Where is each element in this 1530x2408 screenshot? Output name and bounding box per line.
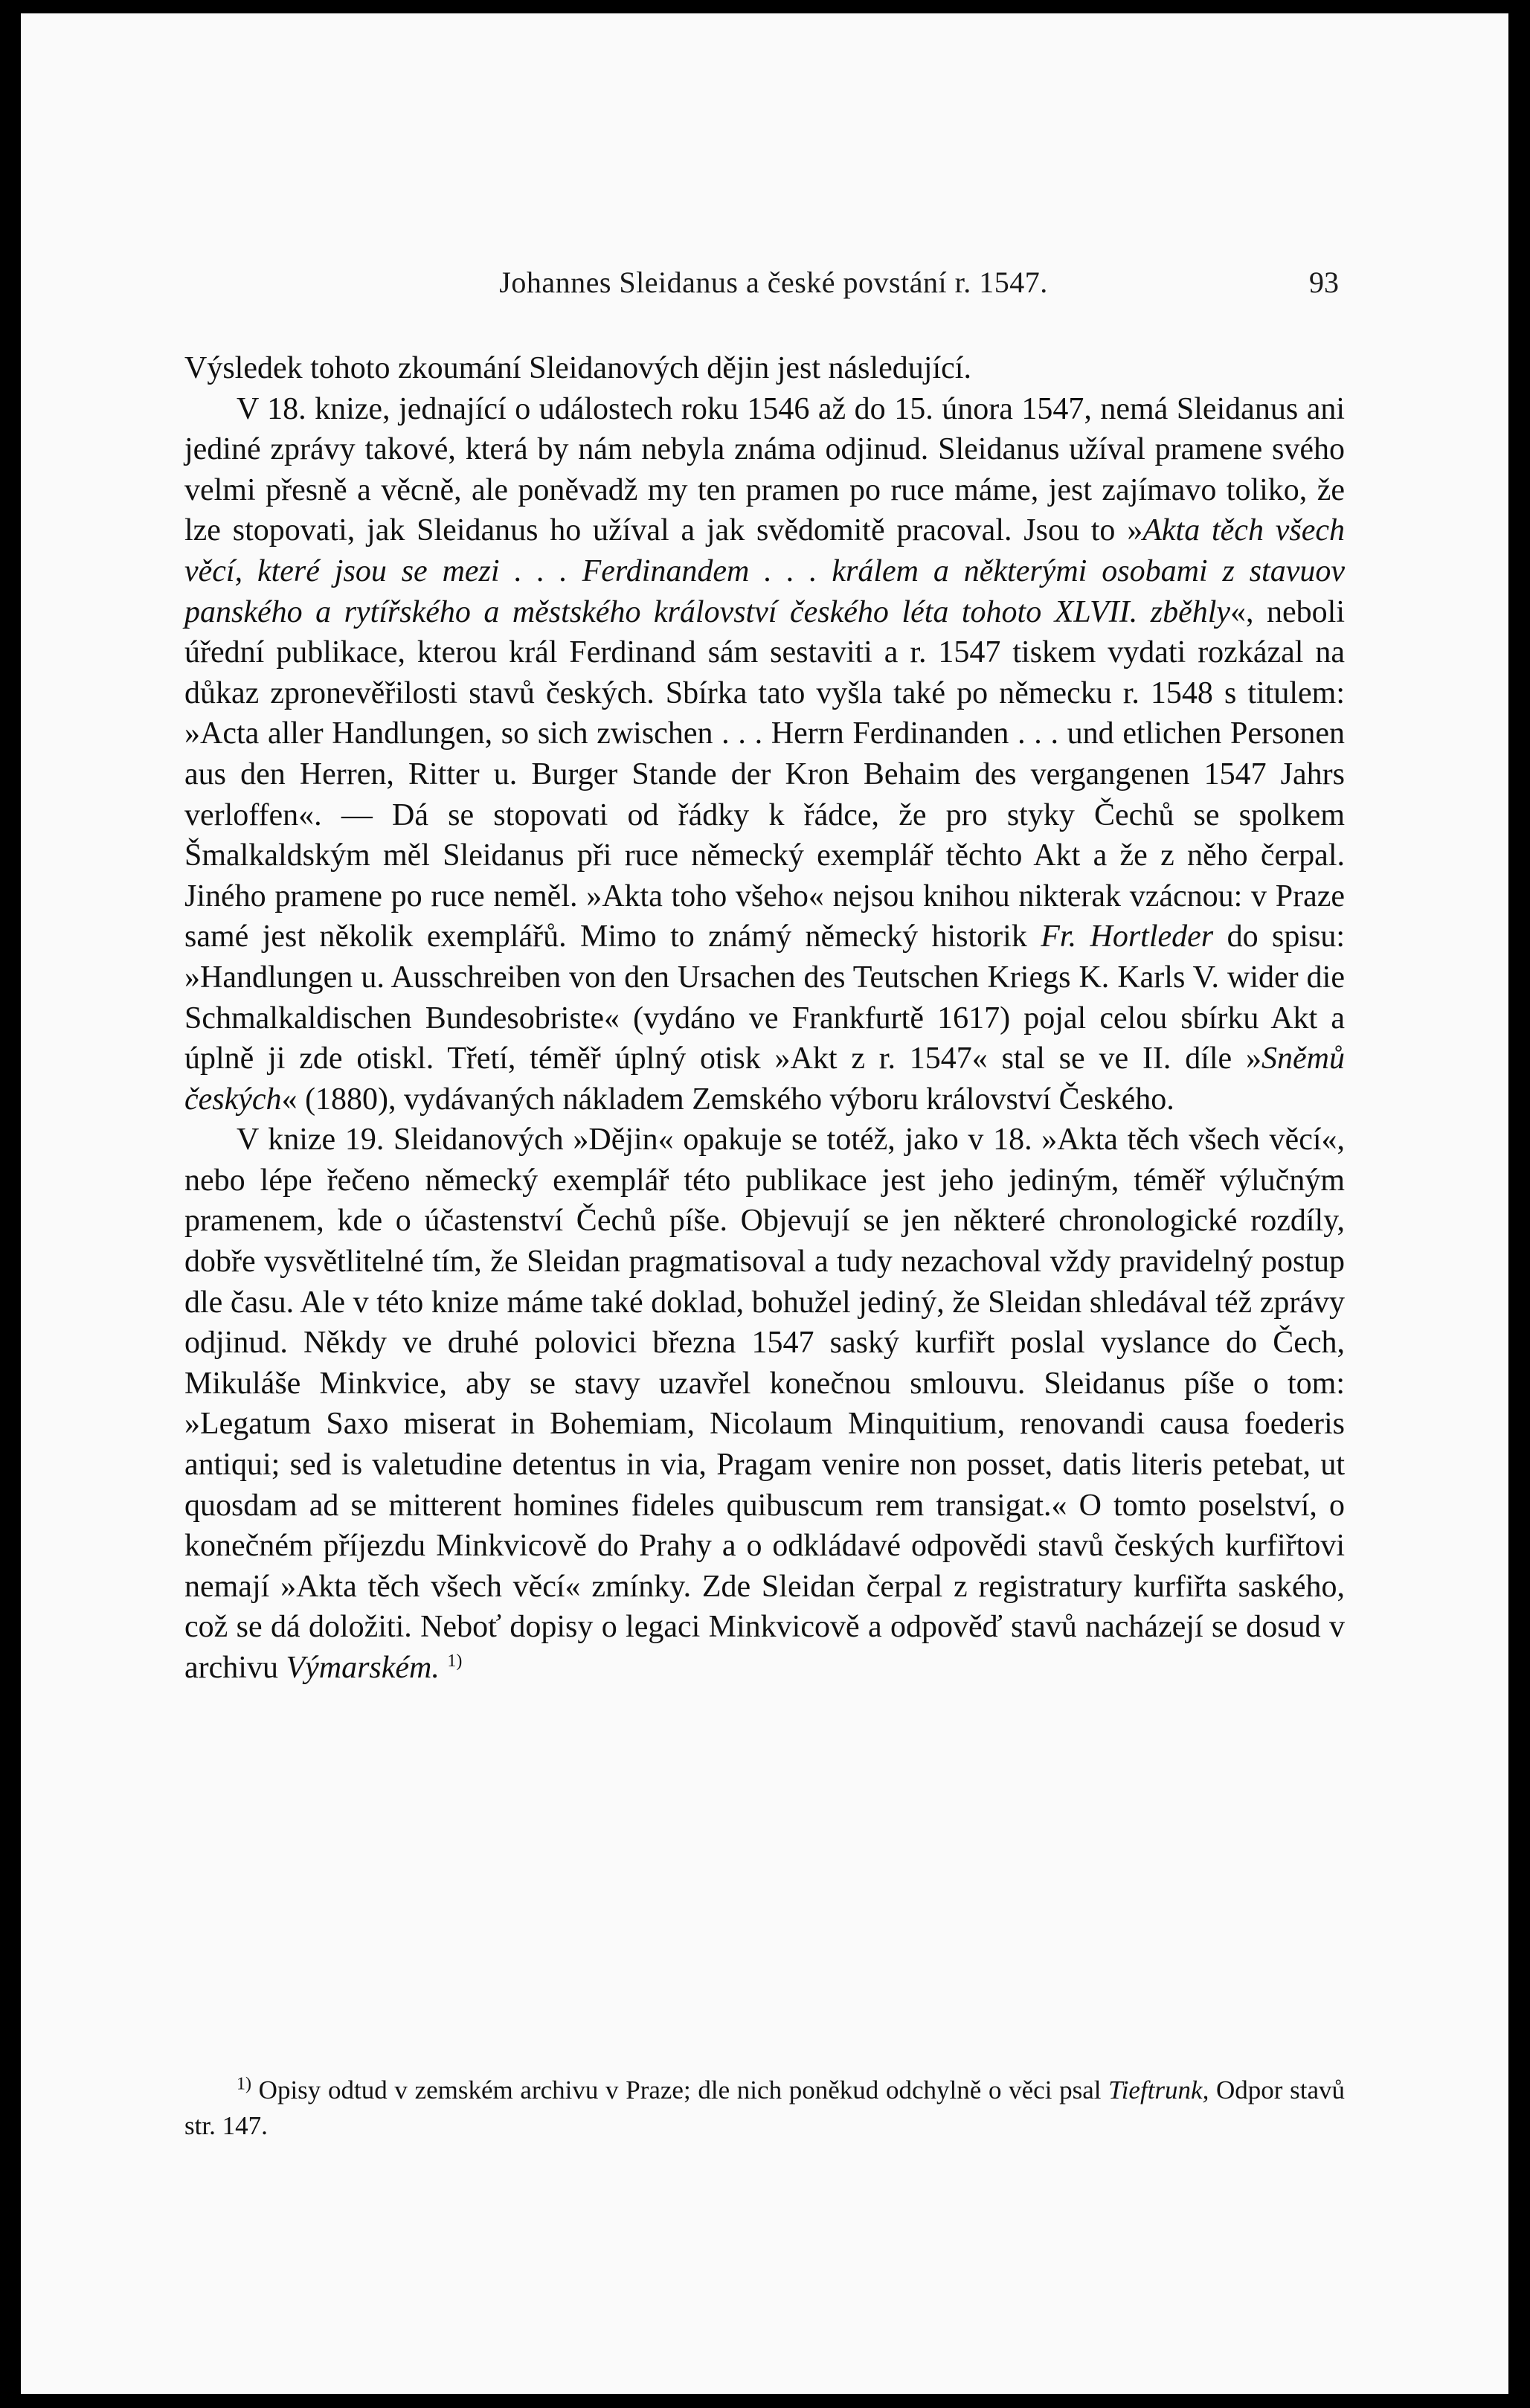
text-segment: V knize 19. Sleidanových »Dějin« opakuje se totéž, jako v 18. »Akta těch všech věcí«, nebo lépe řečeno německý exemplář této publikace jest jeho jediným, téměř výlučným pramenem, kde o účastenství Čechů píše. Objevují se jen některé chronologické rozdíly, dobře vysvětlitelné tím, že Sleidan pragmatisoval a tudy nezachoval vždy pravidelný postup dle času. Ale v této knize máme také doklad, bohužel jediný, že Sleidan shledával též zprávy odjinud. Někdy ve druhé polovici března 1547 saský kurfiřt poslal vyslance do Čech, Mikuláše Minkvice, aby se stavy uzavřel konečnou smlouvu. Sleidanus píše o tom: »Legatum Saxo miserat in Bohemiam, Nicolaum Minquitium, renovandi causa foederis antiqui; sed is valetudine detentus in via, Pragam venire non posset, datis literis petebat, ut quosdam ad se mitterent homines fideles quibuscum rem transigat.« O tomto poselství, o konečném příjezdu Minkvicově do Prahy a o odkládavé odpovědi stavů českých kurfiřtovi nemají »Akta těch všech věcí« zmínky. Zde Sleidan čerpal z registratury kurfiřta saského, což se dá doložiti. Neboť dopisy o legaci Minkvicově a odpověď stavů nacházejí se dosud v archivu: [184, 1123, 1345, 1685]
body-text: [184, 348, 1345, 1689]
italic-segment: Akta těch všech věcí, které jsou se mezi . . . Ferdinandem . . . králem a některými osobami z stavuov panského a rytířského a městského království českého léta tohoto XLVII. zběhly: [184, 513, 1346, 629]
text-segment: «, neboli úřední publikace, kterou král Ferdinand sám sestaviti a r. 1547 tiskem vydati rozkázal na důkaz zpronevěřilosti stavů českých. Sbírka tato vyšla také po německu r. 1548 s titulem: »Acta aller Handlungen, so sich zwischen . . . Herrn Ferdinanden . . . und etlichen Personen aus den Herren, Ritter u. Burger Stande der Kron Behaim des vergangenen 1547 Jahrs verloffen«. — Dá se stopovati od řádky k řádce, že pro styky Čechů se spolkem Šmalkaldským měl Sleidanus při ruce německý exemplář těchto Akt a že z něho čerpal. Jiného pramene po ruce neměl. »Akta toho všeho« nejsou knihou nikterak vzácnou: v Praze samé jest několik exemplářů. Mimo to známý německý historik: [184, 594, 1345, 954]
document-page: [21, 13, 1508, 2394]
running-header: [208, 265, 1339, 317]
text-segment: [440, 1651, 448, 1685]
running-title: Johannes Sleidanus a české povstání r. 1547.: [499, 266, 1048, 299]
paragraph: [184, 389, 1345, 1120]
footnote-text: [184, 2073, 1345, 2144]
text-segment: Odpor stavů str. 147.: [184, 2075, 1346, 2140]
italic-segment: Tieftrunk,: [1108, 2075, 1209, 2104]
text-segment: Výsledek tohoto zkoumání Sleidanových dějin jest následující.: [184, 351, 971, 385]
footnote-reference: 1): [447, 1651, 463, 1671]
footnote: [184, 2073, 1345, 2144]
italic-segment: Sněmů českých: [184, 1041, 1345, 1117]
text-segment: do spisu: »Handlungen u. Ausschreiben von den Ursachen des Teutschen Kriegs K. Karls V. wider die Schmalkaldischen Bundesobriste« (vydáno ve Frankfurtě 1617) pojal celou sbírku Akt a úplně ji zde otiskl. Třetí, téměř úplný otisk »Akt z r. 1547« stal se ve II. díle »: [184, 919, 1345, 1076]
italic-segment: Fr. Hortleder: [1041, 919, 1214, 954]
page-number: 93: [1309, 266, 1339, 299]
paragraph: [184, 348, 1345, 389]
footnote-marker: 1): [237, 2074, 251, 2094]
text-segment: « (1880), vydávaných nákladem Zemského výboru království Českého.: [281, 1082, 1174, 1117]
text-segment: V 18. knize, jednající o událostech roku 1546 až do 15. února 1547, nemá Sleidanus ani jediné zprávy takové, která by nám nebyla známa odjinud. Sleidanus užíval pramene svého velmi přesně a věcně, ale poněvadž my ten pramen po ruce máme, jest zajímavo toliko, že lze stopovati, jak Sleidanus ho užíval a jak svědomitě pracoval. Jsou to »: [184, 391, 1345, 548]
italic-segment: Výmarském.: [286, 1651, 440, 1685]
paragraph: [184, 1120, 1345, 1688]
text-segment: Opisy odtud v zemském archivu v Praze; dle nich poněkud odchylně o věci psal: [251, 2075, 1109, 2104]
